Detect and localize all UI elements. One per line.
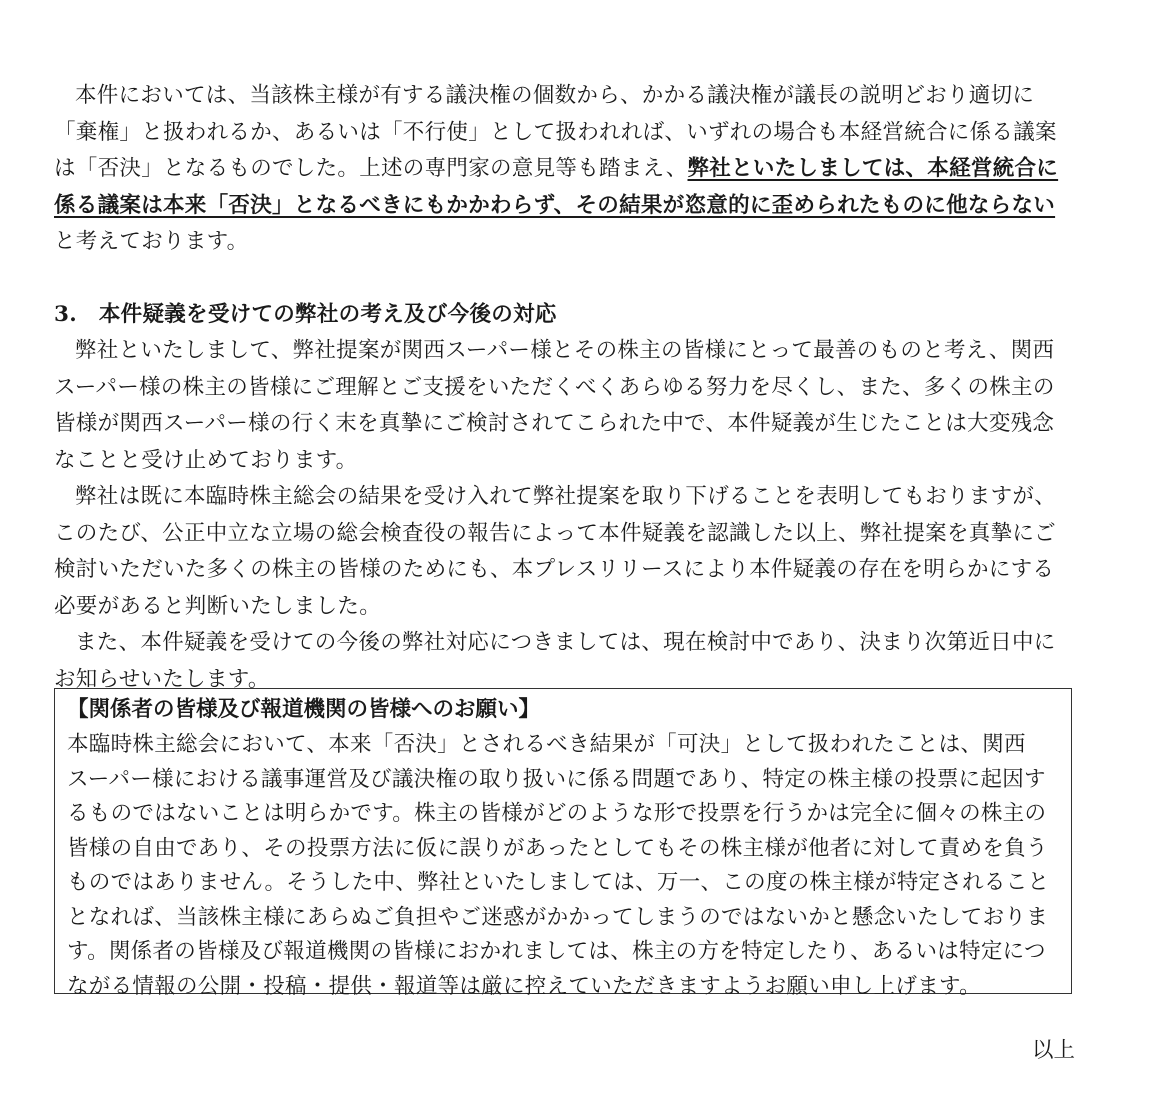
- text-line: 必要があると判断いたしました。: [54, 593, 382, 619]
- text-line: このたび、公正中立な立場の総会検査役の報告によって本件疑義を認識した以上、弊社提案を真摯にご: [54, 520, 1056, 546]
- text-line: また、本件疑義を受けての今後の弊社対応につきましては、現在検討中であり、決まり次第近日中に: [75, 630, 1056, 655]
- notice-line: ものではありません。そうした中、弊社といたしましては、万一、この度の株主様が特定されること: [67, 870, 1050, 895]
- section3-paragraph-2: [54, 479, 1076, 625]
- document-body: [54, 78, 1076, 698]
- notice-line: ながる情報の公開・投稿・提供・報道等は厳に控えていただきますようお願い申し上げます。: [67, 973, 981, 999]
- text-line: 皆様が関西スーパー様の行く末を真摯にご検討されてこられた中で、本件疑義が生じたことは大変残念: [54, 411, 1055, 436]
- section-heading: 3. 本件疑義を受けての弊社の考え及び今後の対応: [54, 301, 557, 327]
- text-line: 検討いただいた多くの株主の皆様のためにも、本プレスリリースにより本件疑義の存在を明らかにする: [54, 557, 1055, 582]
- text-line: お知らせいたします。: [54, 666, 270, 692]
- notice-title: 【関係者の皆様及び報道機関の皆様へのお願い】: [67, 697, 541, 722]
- text-line: [54, 151, 1076, 188]
- notice-line: 本臨時株主総会において、本来「否決」とされるべき結果が「可決」として扱われたことは、関西: [67, 732, 1026, 757]
- notice-box: [54, 688, 1072, 999]
- text-segment: は「否決」となるものでした。上述の専門家の意見等も踏まえ、: [54, 156, 688, 181]
- text-line: スーパー様の株主の皆様にご理解とご支援をいただくべくあらゆる努力を尽くし、また、多くの株主の: [54, 374, 1055, 400]
- notice-line: す。関係者の皆様及び報道機関の皆様におかれましては、株主の方を特定したり、あるいは特定につ: [67, 939, 1046, 964]
- text-line: 弊社といたしまして、弊社提案が関西スーパー様とその株主の皆様にとって最善のものと考え、関西: [75, 338, 1055, 363]
- text-line: と考えております。: [54, 229, 249, 254]
- text-line: 本件においては、当該株主様が有する議決権の個数から、かかる議決権が議長の説明どおり適切に: [75, 83, 1035, 108]
- closing-mark: 以上: [1031, 1038, 1075, 1063]
- text-line: なことと受け止めております。: [54, 447, 358, 473]
- emphasis-text: 弊社といたしましては、本経営統合に: [687, 156, 1059, 181]
- intro-paragraph: [54, 78, 1076, 261]
- text-line: 弊社は既に本臨時株主総会の結果を受け入れて弊社提案を取り下げることを表明してもおりますが、: [75, 484, 1057, 509]
- section3-paragraph-1: [54, 333, 1076, 479]
- notice-line: 皆様の自由であり、その投票方法に仮に誤りがあったとしてもその株主様が他者に対して責めを負う: [67, 835, 1048, 861]
- notice-line: となれば、当該株主様にあらぬご負担やご迷惑がかかってしまうのではないかと懸念いたしておりま: [67, 904, 1049, 930]
- text-line: 「棄権」と扱われるか、あるいは「不行使」として扱われれば、いずれの場合も本経営統合に係る議案: [54, 119, 1057, 145]
- notice-line: るものではないことは明らかです。株主の皆様がどのような形で投票を行うかは完全に個々の株主の: [67, 801, 1047, 826]
- text-line: [54, 188, 1076, 225]
- notice-line: スーパー様における議事運営及び議決権の取り扱いに係る問題であり、特定の株主様の投票に起因す: [67, 766, 1046, 792]
- emphasis-text: 係る議案は本来「否決」となるべきにもかかわらず、その結果が恣意的に歪められたものに他ならない: [54, 192, 1056, 218]
